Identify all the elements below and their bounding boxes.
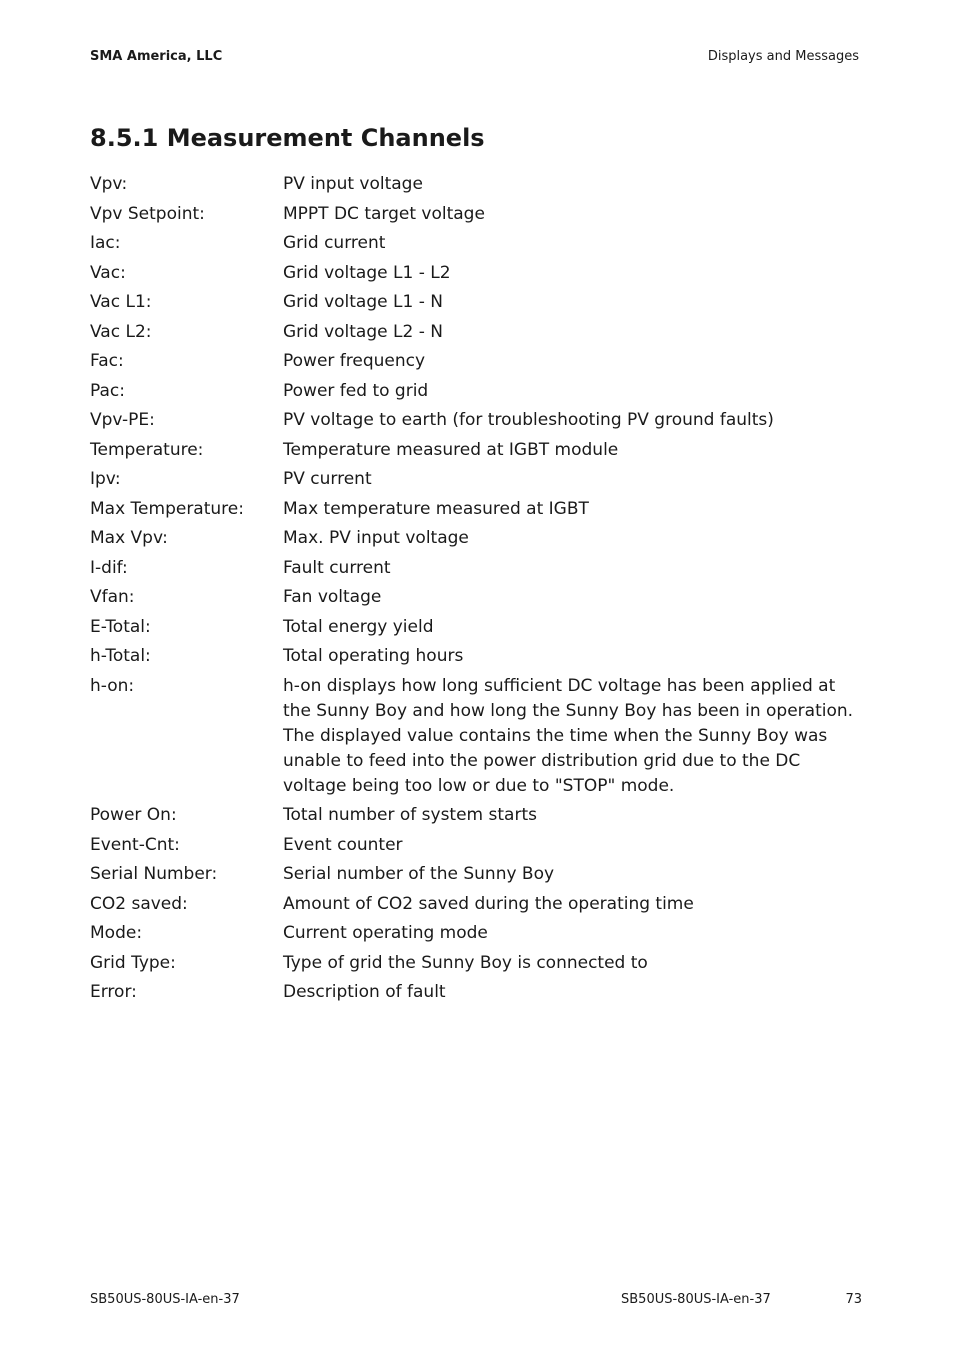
channel-row [90,526,860,551]
channel-term: I-dif: [90,557,128,578]
channel-description: Fault current [283,557,391,578]
channel-description: Total number of system starts [283,805,537,825]
channel-description: Event counter [283,834,403,855]
channel-term: Grid Type: [90,952,176,973]
channel-description: Power fed to grid [283,380,429,401]
channel-description: PV input voltage [283,174,423,194]
channel-description: Temperature measured at IGBT module [283,439,619,460]
channel-term: Vac L2: [90,321,152,342]
channel-row [90,556,860,581]
channel-term: Serial Number: [90,864,218,884]
channel-term: Max Temperature: [90,498,244,519]
channel-description: Power frequency [283,351,426,371]
channel-description: Current operating mode [283,923,488,943]
channel-term: Vac L1: [90,292,152,312]
channel-row [90,231,860,256]
channel-description: Grid current [283,233,386,253]
channel-description: Grid voltage L2 - N [283,321,443,342]
section-title: 8.5.1 Measurement Channels [90,124,485,152]
channel-term: Temperature: [90,439,204,460]
channel-description: Amount of CO2 saved during the operating time [283,893,694,914]
channel-term: Event-Cnt: [90,834,180,855]
channel-description: Type of grid the Sunny Boy is connected to [283,952,648,973]
channel-row [90,585,860,610]
channel-term: CO2 saved: [90,893,188,914]
channel-row [90,467,860,492]
channel-description: Max. PV input voltage [283,528,469,548]
channel-row [90,172,860,197]
page-number: 73 [845,1292,862,1307]
channel-term: h-on: [90,675,135,696]
channel-term: Error: [90,982,137,1002]
channel-description: Total operating hours [283,646,464,666]
channel-description: h-on displays how long sufficient DC voltage has been applied at the Sunny Boy and how long the Sunny Boy has been in operation. The displayed value contains the time when the Sunny Boy was unable to feed into the power distribution grid due to the DC voltage being too low or due to "STOP" mode. [283,675,854,796]
channel-term: Vfan: [90,587,135,607]
channel-term: Mode: [90,923,143,943]
channel-row [90,497,860,522]
channel-row [90,644,860,669]
channel-row [90,408,860,433]
channel-row [90,833,860,858]
channel-description: Description of fault [283,982,446,1002]
channel-description: MPPT DC target voltage [283,203,485,224]
channel-row [90,615,860,640]
channel-term: Pac: [90,380,125,401]
channel-term: E-Total: [90,616,151,637]
channel-description: PV voltage to earth (for troubleshooting PV ground faults) [283,410,774,430]
channel-row [90,980,860,1005]
channel-term: Vpv: [90,174,128,194]
channel-term: Vpv Setpoint: [90,203,205,224]
channel-row [90,921,860,946]
channel-row [90,349,860,374]
channel-term: Power On: [90,805,177,825]
channel-row [90,951,860,976]
channel-row [90,261,860,286]
channel-row [90,892,860,917]
channel-term: h-Total: [90,646,151,666]
measurement-channel-list [90,172,860,1010]
channel-term: Max Vpv: [90,528,168,548]
channel-row [90,674,860,799]
channel-row [90,379,860,404]
channel-description: Max temperature measured at IGBT [283,498,589,519]
header-section: Displays and Messages [707,49,859,64]
channel-term: Vpv-PE: [90,410,155,430]
channel-row [90,438,860,463]
channel-description: PV current [283,469,372,489]
channel-row [90,202,860,227]
channel-description: Fan voltage [283,587,382,607]
channel-description: Grid voltage L1 - L2 [283,262,451,283]
channel-term: Ipv: [90,469,121,489]
channel-description: Total energy yield [283,616,434,637]
header-company: SMA America, LLC [90,49,223,64]
footer-doc-id-left: SB50US-80US-IA-en-37 [90,1292,240,1307]
channel-term: Iac: [90,233,121,253]
channel-description: Serial number of the Sunny Boy [283,864,555,884]
channel-row [90,803,860,828]
channel-row [90,290,860,315]
footer-doc-id-right: SB50US-80US-IA-en-37 [621,1292,771,1307]
channel-description: Grid voltage L1 - N [283,292,443,312]
channel-row [90,862,860,887]
channel-term: Fac: [90,351,124,371]
channel-term: Vac: [90,262,126,283]
channel-row [90,320,860,345]
